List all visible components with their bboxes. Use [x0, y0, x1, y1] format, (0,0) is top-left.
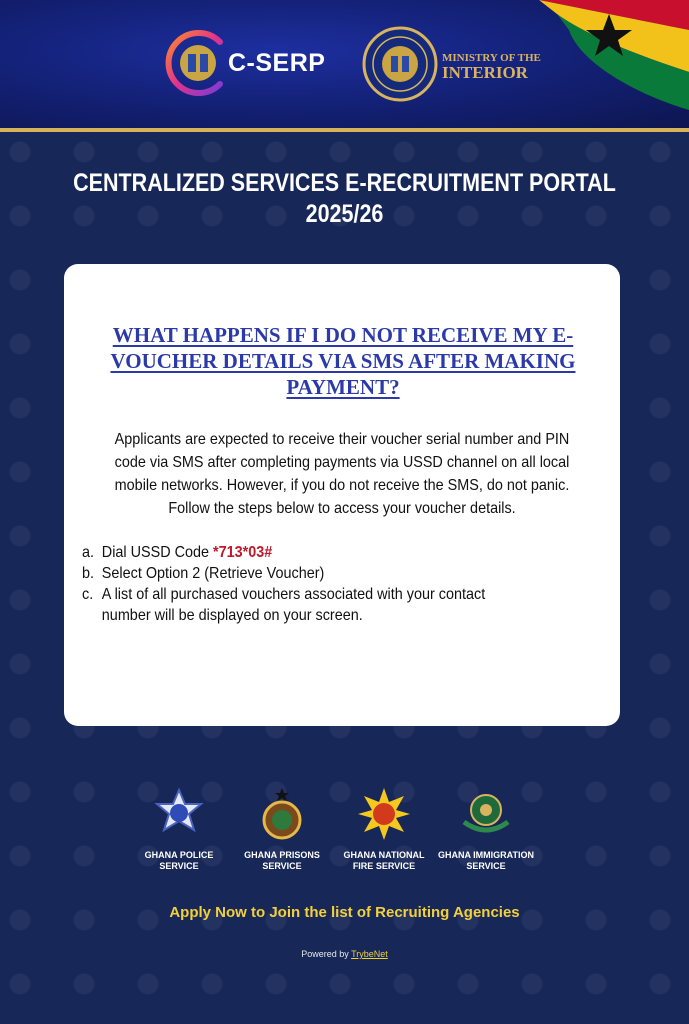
cserp-logo-icon: [162, 28, 232, 98]
agency-name-line2: FIRE SERVICE: [352, 861, 416, 871]
step-text: [102, 542, 273, 563]
portal-title-year: 2025/26: [305, 200, 384, 228]
agency-name-line1: GHANA PRISONS: [244, 850, 320, 860]
fire-service-badge-icon: [356, 786, 412, 842]
header-divider: [0, 128, 689, 132]
agency-prisons: [227, 850, 337, 872]
steps-list: [82, 542, 532, 626]
list-item: [82, 563, 532, 584]
police-badge-icon: [151, 786, 207, 842]
agency-name-line2: SERVICE: [262, 861, 302, 871]
agency-name-line1: GHANA IMMIGRATION: [438, 850, 534, 860]
immigration-badge-icon: [458, 786, 514, 842]
agency-fire: [329, 850, 439, 872]
agency-name-line1: GHANA POLICE: [144, 850, 214, 860]
agency-name-line2: SERVICE: [159, 861, 199, 871]
step-text-label: Dial USSD Code: [101, 544, 214, 561]
faq-card: [64, 264, 620, 726]
powered-by: [0, 949, 689, 959]
step-text: Select Option 2 (Retrieve Voucher): [101, 565, 325, 582]
faq-question: WHAT HAPPENS IF I DO NOT RECEIVE MY E-VOUCHER DETAILS VIA SMS AFTER MAKING PAYMENT?: [110, 323, 576, 399]
ussd-code: *713*03#: [213, 544, 273, 561]
ministry-title-line1: MINISTRY OF THE: [442, 52, 541, 64]
agency-name-line1: GHANA NATIONAL: [343, 850, 425, 860]
cserp-label: C-SERP: [228, 49, 326, 77]
portal-title: [48, 168, 641, 230]
agency-name-line2: SERVICE: [466, 861, 506, 871]
step-text: A list of all purchased vouchers associated with your contact number will be displayed on your screen.: [101, 586, 486, 624]
list-item: [82, 542, 532, 563]
faq-answer-text: Applicants are expected to receive their voucher serial number and PIN code via SMS after completing payments via USSD channel on all local mobile networks. However, if you do not receive the SMS, do not panic. Follow the steps below to access your voucher details.: [114, 431, 570, 517]
step-letter: b.: [82, 565, 95, 582]
trybenet-link[interactable]: TrybeNet: [351, 949, 388, 959]
apply-now-text: Apply Now to Join the list of Recruiting Agencies: [169, 904, 520, 921]
prisons-badge-icon: [254, 786, 310, 842]
agency-police: [124, 850, 234, 872]
ministry-seal-icon: [362, 26, 438, 102]
ghana-flag-icon: [529, 0, 689, 128]
step-letter: a.: [82, 544, 95, 561]
agency-immigration: [431, 850, 541, 872]
powered-by-prefix: Powered by: [301, 949, 352, 959]
step-letter: c.: [82, 586, 94, 603]
portal-title-line1: CENTRALIZED SERVICES E-RECRUITMENT PORTAL: [73, 169, 616, 197]
list-item: [82, 584, 532, 626]
ministry-title-line2: INTERIOR: [442, 63, 528, 82]
header-banner: [0, 0, 689, 128]
